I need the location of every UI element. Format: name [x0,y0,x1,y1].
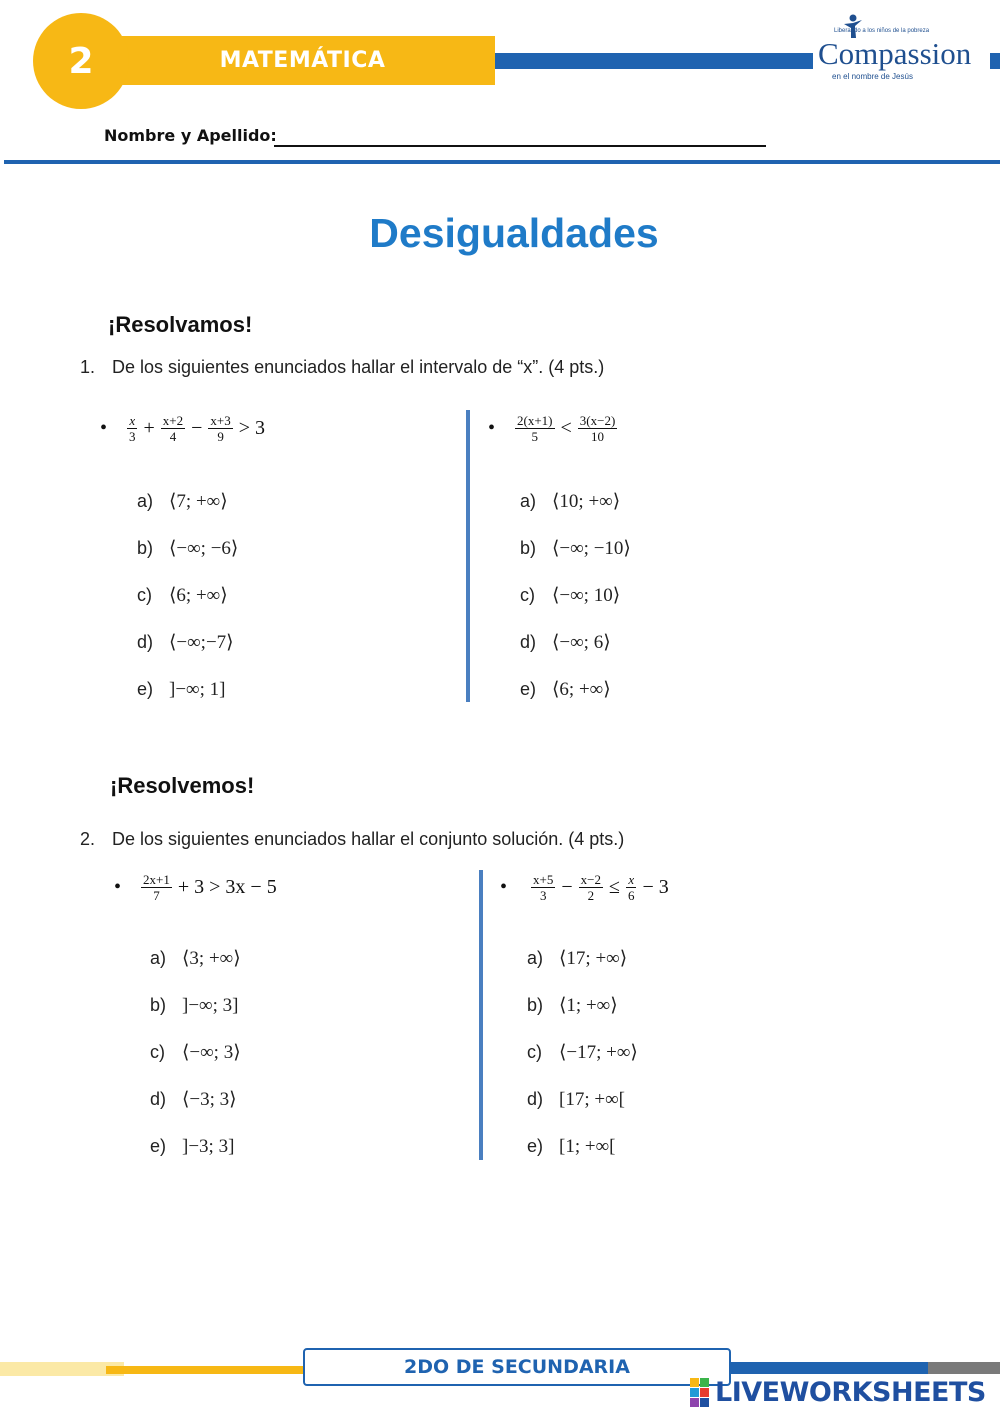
logo-top: Liberando a los niños de la pobreza [834,28,930,34]
liveworksheets-text: LIVEWORKSHEETS [715,1376,986,1408]
options-2b [527,935,638,1170]
compassion-logo [812,14,992,84]
fraction: $\frac{x+2}{4}$ [162,413,184,444]
option-b[interactable]: b) ⟨−∞; −10⟩ [520,538,631,559]
option-a[interactable]: a) ⟨7; +∞⟩ [137,491,228,512]
option-b[interactable]: b) ]−∞; 3] [150,994,239,1016]
options-2a [150,935,241,1170]
option-c[interactable]: c) ⟨−17; +∞⟩ [527,1042,638,1063]
expression-2a: • $\frac{2x+1}{7}$ + 3 > 3x − 5 [114,872,277,903]
column-divider [466,410,470,702]
option-e[interactable]: e) ⟨6; +∞⟩ [520,679,611,700]
bullet-icon: • [500,876,508,898]
option-d[interactable]: d) [17; +∞[ [527,1088,625,1110]
option-c[interactable]: c) ⟨−∞; 10⟩ [520,585,621,606]
expression-1a: • $\frac{x}{3}$ + $\frac{x+2}{4}$ − $\frac{x+3}{9}$ > 3 [100,413,266,444]
fraction: $\frac{x-2}{2}$ [580,872,601,903]
section-heading-2: ¡Resolvemos! [110,773,255,798]
name-field[interactable] [274,145,766,147]
option-e[interactable]: e) [1; +∞[ [527,1135,616,1157]
grade-number: 2 [68,40,94,82]
page-title: Desigualdades [369,210,659,256]
option-d[interactable]: d) ⟨−∞; 6⟩ [520,632,611,653]
option-a[interactable]: a) ⟨10; +∞⟩ [520,491,621,512]
logo-text: Compassion [818,36,972,71]
option-c[interactable]: c) ⟨−∞; 3⟩ [150,1042,241,1063]
question-1 [80,357,604,378]
bullet-icon: • [114,876,122,898]
bullet-icon: • [488,417,496,439]
bullet-icon: • [100,417,108,439]
footer-stripe-gray [928,1362,1000,1374]
options-1b [520,478,631,713]
question-number: 2. [80,829,96,849]
expression-2b: • $\frac{x+5}{3}$ − $\frac{x-2}{2}$ ≤ $\frac{x}{6}$ − 3 [500,872,669,903]
question-text: De los siguientes enunciados hallar el conjunto solución. (4 pts.) [112,829,625,849]
column-divider [479,870,483,1160]
header-rule [4,160,1000,164]
options-1a [137,478,238,713]
fraction: $\frac{2(x+1)}{5}$ [517,413,553,444]
option-e[interactable]: e) ]−∞; 1] [137,678,226,700]
section-heading-1: ¡Resolvamos! [108,312,253,337]
question-text: De los siguientes enunciados hallar el intervalo de “x”. (4 pts.) [112,357,605,377]
grade-footer-label: 2DO DE SECUNDARIA [404,1356,630,1378]
option-b[interactable]: b) ⟨1; +∞⟩ [527,995,618,1016]
question-2 [80,829,624,850]
fraction: $\frac{x}{3}$ [129,413,136,444]
option-e[interactable]: e) ]−3; 3] [150,1135,235,1157]
option-d[interactable]: d) ⟨−∞;−7⟩ [137,632,234,653]
fraction: $\frac{x+5}{3}$ [533,872,554,903]
question-number: 1. [80,357,96,377]
option-c[interactable]: c) ⟨6; +∞⟩ [137,585,228,606]
grade-footer-box [303,1348,731,1386]
option-a[interactable]: a) ⟨3; +∞⟩ [150,948,241,969]
footer-stripe-blue [728,1362,928,1374]
header-blue-line [495,53,813,69]
option-b[interactable]: b) ⟨−∞; −6⟩ [137,538,239,559]
liveworksheets-logo-icon [690,1378,709,1407]
fraction: $\frac{x+3}{9}$ [210,413,231,444]
footer-stripe-yellow [106,1366,306,1374]
option-d[interactable]: d) ⟨−3; 3⟩ [150,1089,237,1110]
logo-tagline: en el nombre de Jesús [832,72,913,81]
fraction: $\frac{3(x-2)}{10}$ [579,413,616,444]
fraction: $\frac{2x+1}{7}$ [143,872,170,903]
name-label: Nombre y Apellido: [104,126,277,145]
liveworksheets-brand[interactable] [690,1374,986,1410]
option-a[interactable]: a) ⟨17; +∞⟩ [527,948,628,969]
expression-1b: • $\frac{2(x+1)}{5}$ < $\frac{3(x-2)}{10}$ [488,413,616,444]
fraction: $\frac{x}{6}$ [627,872,635,903]
subject-title: MATEMÁTICA [219,48,386,73]
